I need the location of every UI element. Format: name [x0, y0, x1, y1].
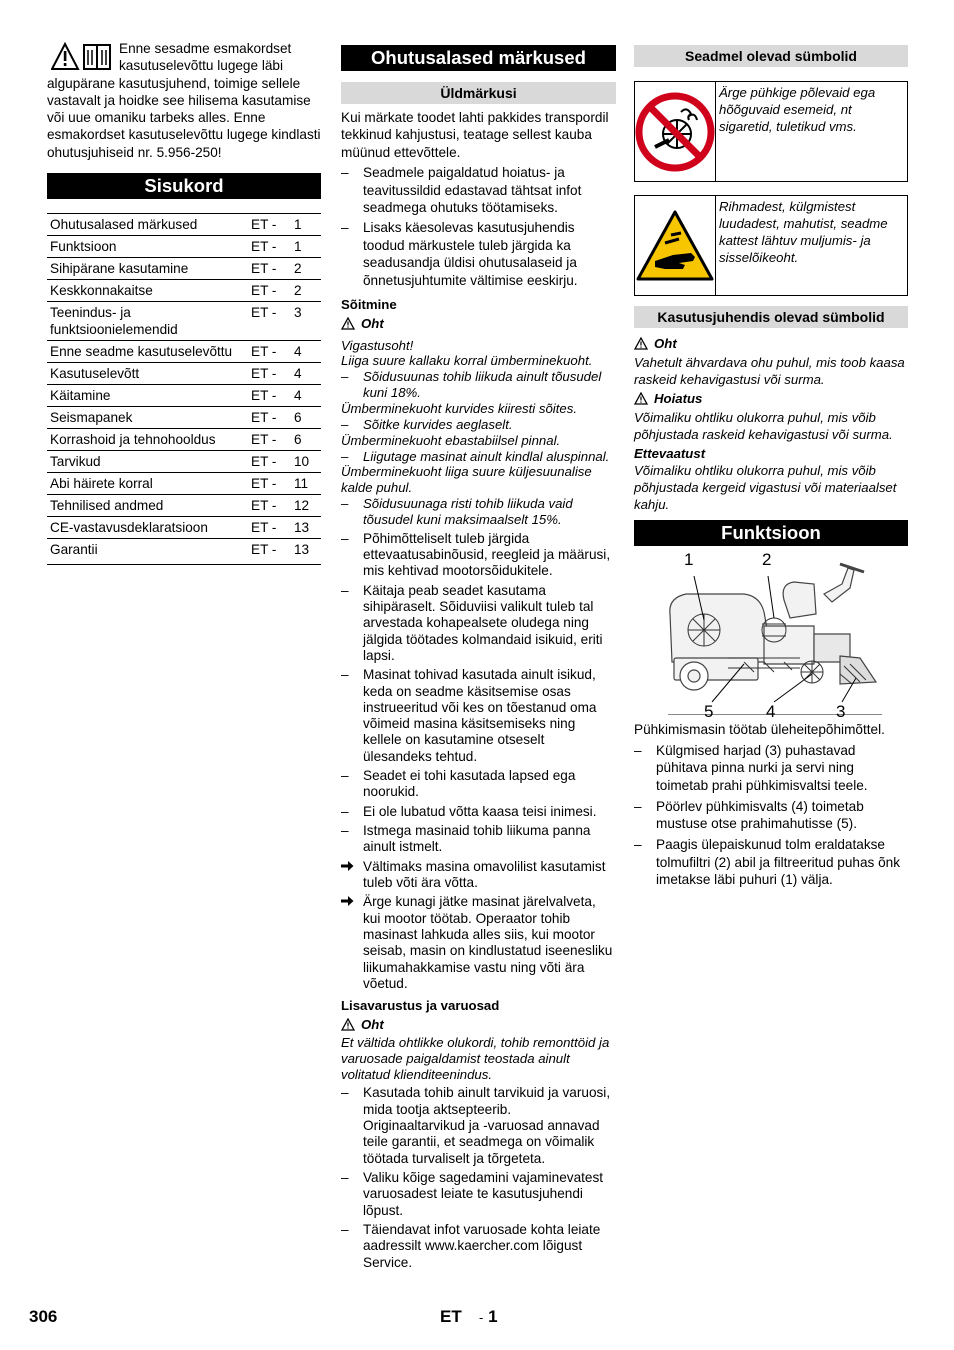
- driving-title: Sõitmine: [341, 296, 397, 312]
- safety-title: Ohutusalased märkused: [341, 45, 616, 71]
- toc-row[interactable]: [47, 235, 321, 257]
- tip-1-item: – Sõidusuunas tohib liikuda ainult tõusudel kuni 18%.: [341, 369, 616, 401]
- general-list: [341, 164, 616, 289]
- toc-entry-name: Sihipärane kasutamine: [47, 257, 243, 279]
- list-item: – Seadet ei tohi kasutada lapsed ega noorukid.: [341, 768, 616, 801]
- symbol-box-no-burning: [634, 81, 908, 182]
- list-item: – Seadmele paigaldatud hoiatus- ja teavitussildid edastavad tähtsat infot seadmega ohutuks töötamiseks.: [341, 164, 616, 216]
- toc-table: [47, 213, 321, 565]
- list-item: – Külgmised harjad (3) puhastavad pühitava pinna nurki ja servi ning toimetab prahi pühkimisvaltsi teele.: [634, 742, 908, 795]
- toc-entry-name: Abi häirete korral: [47, 472, 243, 494]
- manual-caution-text: Võimaliku ohtliku olukorra puhul, mis võib põhjustada kergeid vigastusi või materiaalset kahju.: [634, 463, 897, 513]
- list-item: – Valiku kõige sagedamini vajaminevatest varuosadest leiate te kasutusjuhendi lõpust.: [341, 1170, 616, 1219]
- toc-entry-lang: ET -: [243, 472, 294, 494]
- toc-entry-lang: ET -: [243, 362, 294, 384]
- toc-entry-name: Kasutuselevõtt: [47, 362, 243, 384]
- accessories-list: [341, 1085, 616, 1270]
- driving-warning: Vigastusoht!: [341, 337, 414, 353]
- toc-entry-page: 3: [294, 301, 321, 340]
- manual-warning-text: Võimaliku ohtliku olukorra puhul, mis võib põhjustada raskeid kehavigastusi või surma.: [634, 410, 893, 443]
- tip-2-item: – Sõitke kurvides aeglaselt.: [341, 417, 616, 433]
- toc-row[interactable]: [47, 362, 321, 384]
- toc-entry-lang: ET -: [243, 384, 294, 406]
- list-item: – Käitaja peab seadet kasutama sihipäraselt. Sõiduviisi valikult tuleb tal arvestada kohapealsete oludega ning jälgida töötades kolmandaid isikuid, eriti lapsi.: [341, 583, 616, 665]
- driving-list: [341, 531, 616, 856]
- toc-row[interactable]: [47, 450, 321, 472]
- toc-row[interactable]: [47, 257, 321, 279]
- toc-entry-lang: ET -: [243, 301, 294, 340]
- list-item: – Lisaks käesolevas kasutusjuhendis toodud märkustele tuleb järgida ka seadusandja üldisi ohutusalaseid ja õnnetusjuhtumite vältimise eeskirju.: [341, 219, 616, 289]
- function-title: Funktsioon: [634, 520, 908, 546]
- arrow-right-icon: [341, 860, 354, 876]
- column-middle: [341, 40, 616, 1271]
- symbol-text-hand-crush: Rihmadest, külgmistest luudadest, mahutist, seadme kattest lähtuv muljumis- ja sisselõikeoht.: [719, 199, 888, 266]
- toc-entry-name: Ohutusalased märkused: [47, 213, 243, 235]
- warning-triangle-icon: [634, 392, 648, 409]
- toc-entry-page: 4: [294, 340, 321, 362]
- manual-caution-label: Ettevaatust: [634, 446, 706, 462]
- manual-danger-text: Vahetult ähvardava ohu puhul, mis toob kaasa raskeid kehavigastusi või surma.: [634, 354, 905, 387]
- symbol-box-hand-crush: [634, 195, 908, 296]
- manual-symbols-title: Kasutusjuhendis olevad sümbolid: [634, 306, 908, 328]
- footer-lang: ET: [440, 1307, 462, 1326]
- toc-entry-lang: ET -: [243, 213, 294, 235]
- list-item: – Istmega masinaid tohib liikuma panna ainult istmelt.: [341, 823, 616, 856]
- figure-label-2: 2: [762, 549, 772, 569]
- list-item: – Kasutada tohib ainult tarvikuid ja varuosi, mida tootja aktsepteerib. Originaaltarvikud ja -varuosad annavad teile garantii, et seadmega on võimalik töötada turvaliselt ja tõrgeteta.: [341, 1085, 616, 1167]
- sweeper-figure: [664, 549, 886, 721]
- tip-1: Liiga suure kallaku korral ümberminekuoht.: [341, 353, 593, 369]
- toc-row[interactable]: [47, 516, 321, 538]
- toc-row[interactable]: [47, 340, 321, 362]
- accessories-title: Lisavarustus ja varuosad: [341, 998, 500, 1014]
- toc-row[interactable]: [47, 494, 321, 516]
- toc-entry-lang: ET -: [243, 279, 294, 301]
- instruction-item: Vältimaks masina omavolilist kasutamist tuleb võti ära võtta.: [341, 859, 616, 892]
- toc-entry-page: 12: [294, 494, 321, 516]
- toc-entry-lang: ET -: [243, 516, 294, 538]
- figure-label-5: 5: [704, 701, 714, 721]
- toc-row[interactable]: [47, 428, 321, 450]
- toc-entry-lang: ET -: [243, 406, 294, 428]
- toc-entry-page: 13: [294, 541, 310, 557]
- accessories-warning: Et vältida ohtlikke olukordi, tohib remonttöid ja varuosade paigaldamist teostada ainult volitatud klienditeenindus.: [341, 1034, 610, 1082]
- warning-triangle-icon: [341, 1018, 355, 1035]
- toc-entry-name: Teenindus- ja funktsioonielemendid: [47, 301, 243, 340]
- toc-entry-lang: ET -: [251, 541, 277, 557]
- toc-entry-page: 6: [294, 428, 321, 450]
- intro-block: [47, 40, 321, 161]
- tip-4-item: – Sõidusuunaga risti tohib liikuda vaid tõusudel kuni maksimaalselt 15%.: [341, 496, 616, 528]
- tip-2: Ümberminekuoht kurvides kiiresti sõites.: [341, 400, 577, 416]
- toc-entry-name: Korrashoid ja tehnohooldus: [47, 428, 243, 450]
- column-right: [634, 40, 908, 889]
- tip-4: Ümberminekuoht liiga suure küljesuunalise kalde puhul.: [341, 464, 592, 496]
- manual-danger-label: Oht: [634, 336, 908, 354]
- toc-entry-lang: ET -: [243, 428, 294, 450]
- toc-entry-name: Seismapanek: [47, 406, 243, 428]
- toc-row[interactable]: [47, 406, 321, 428]
- toc-entry-name: CE-vastavusdeklaratsioon: [47, 516, 243, 538]
- list-item: – Masinat tohivad kasutada ainult isikud, keda on seadme käsitsemise osas instrueeritud või kes on tõestanud oma võimeid masina käsitsemiseks ning kellele on kasutamine otseselt ülesandeks tehtud.: [341, 667, 616, 765]
- toc-entry-lang: ET -: [243, 340, 294, 362]
- toc-entry-page: 1: [294, 213, 321, 235]
- tip-3-item: – Liigutage masinat ainult kindlal aluspinnal.: [341, 449, 616, 465]
- figure-label-4: 4: [766, 701, 776, 721]
- page-number: 306: [29, 1307, 58, 1326]
- warning-triangle-icon: [634, 337, 648, 354]
- toc-row[interactable]: [47, 384, 321, 406]
- toc-entry-name: Tarvikud: [47, 450, 243, 472]
- intro-icons: [51, 42, 113, 72]
- manual-warning-label: Hoiatus: [634, 391, 908, 409]
- toc-row[interactable]: [47, 472, 321, 494]
- toc-entry-page: 11: [294, 472, 321, 494]
- danger-label: Oht: [341, 316, 616, 334]
- toc-row[interactable]: [47, 279, 321, 301]
- toc-row[interactable]: [47, 538, 321, 564]
- list-item: – Põhimõtteliselt tuleb järgida ettevaatusabinõusid, reegleid ja määrusi, mis kehtivad mootorsõidukitele.: [341, 531, 616, 580]
- toc-entry-lang: ET -: [243, 450, 294, 472]
- figure-label-3: 3: [836, 701, 846, 721]
- toc-entry-page: 2: [294, 257, 321, 279]
- list-item: – Ei ole lubatud võtta kaasa teisi inimesi.: [341, 804, 616, 820]
- list-item: – Paagis ülepaiskunud tolm eraldatakse tolmufiltri (2) abil ja filtreeritud puhas õnk imetakse läbi puhuri (1) välja.: [634, 836, 908, 889]
- symbol-image: [635, 196, 716, 295]
- toc-row[interactable]: [47, 213, 321, 235]
- list-item: – Pöörlev pühkimisvalts (4) toimetab mustuse otse prahimahutisse (5).: [634, 798, 908, 833]
- toc-entry-name: Keskkonnakaitse: [47, 279, 243, 301]
- danger-label-2: Oht: [341, 1017, 616, 1035]
- toc-entry-page: 13: [294, 516, 321, 538]
- general-title: Üldmärkusi: [341, 82, 616, 104]
- toc-entry-page: 10: [294, 450, 321, 472]
- toc-entry-page: 4: [294, 384, 321, 406]
- toc-entry-name: Garantii: [50, 541, 98, 557]
- function-list: [634, 742, 908, 889]
- toc-entry-name: Funktsioon: [47, 235, 243, 257]
- toc-row[interactable]: [47, 301, 321, 340]
- device-symbols-title: Seadmel olevad sümbolid: [634, 45, 908, 67]
- figure-label-1: 1: [684, 549, 694, 569]
- toc-entry-lang: ET -: [243, 257, 294, 279]
- intro-text: Enne sesadme esmakordset kasutuselevõttu lugege läbi algupärane kasutusjuhend, toimige sellele vastavalt ja hoidke see hilisema kasutamise või uue omaniku tarbeks alles. Enne esmakordset kasutuselevõttu lugege kindlasti ohutusjuhiseid nr. 5.956-250!: [47, 41, 321, 160]
- function-intro: Pühkimismasin töötab üleheitepõhimõttel.: [634, 721, 885, 737]
- manual-book-icon: [84, 45, 110, 69]
- toc-entry-page: 6: [294, 406, 321, 428]
- driving-arrow-list: [341, 859, 616, 993]
- toc-entry-name: Käitamine: [47, 384, 243, 406]
- hand-crush-warning-icon: [635, 209, 715, 283]
- no-burning-objects-icon: [635, 92, 715, 172]
- general-text: Kui märkate toodet lahti pakkides transpordil tekkinud kahjustusi, teatage sellest kauba müünud ettevõttele.: [341, 110, 609, 160]
- list-item: – Täiendavat infot varuosade kohta leiate aadressilt www.kaercher.com lõigust Service.: [341, 1222, 616, 1271]
- arrow-right-icon: [341, 895, 354, 911]
- toc-entry-page: 4: [294, 362, 321, 384]
- toc-title: Sisukord: [47, 173, 321, 199]
- sweeper-machine-illustration: [664, 554, 886, 720]
- toc-entry-name: Enne seadme kasutuselevõttu: [47, 340, 243, 362]
- toc-entry-lang: ET -: [243, 235, 294, 257]
- toc-entry-lang: ET -: [243, 494, 294, 516]
- instruction-item: Ärge kunagi jätke masinat järelvalveta, kui mootor töötab. Operaator tohib masinast lahkuda alles siis, kui mootor seisab, masin on kindlustatud iseenesliku liikumahakkamise vastu ning võti ära võetud.: [341, 894, 616, 992]
- toc-entry-name: Tehnilised andmed: [47, 494, 243, 516]
- footer-page-ref: - 1: [479, 1307, 498, 1326]
- warning-triangle-icon: [52, 44, 78, 69]
- warning-triangle-icon: [341, 317, 355, 334]
- symbol-image: [635, 82, 716, 181]
- symbol-text-no-burning: Ärge pühkige põlevaid ega hõõguvaid esemeid, nt sigaretid, tuletikud vms.: [719, 85, 876, 135]
- tip-3: Ümberminekuoht ebastabiilsel pinnal.: [341, 432, 561, 448]
- toc-entry-page: 1: [294, 235, 321, 257]
- toc-entry-page: 2: [294, 279, 321, 301]
- column-left: [47, 40, 321, 565]
